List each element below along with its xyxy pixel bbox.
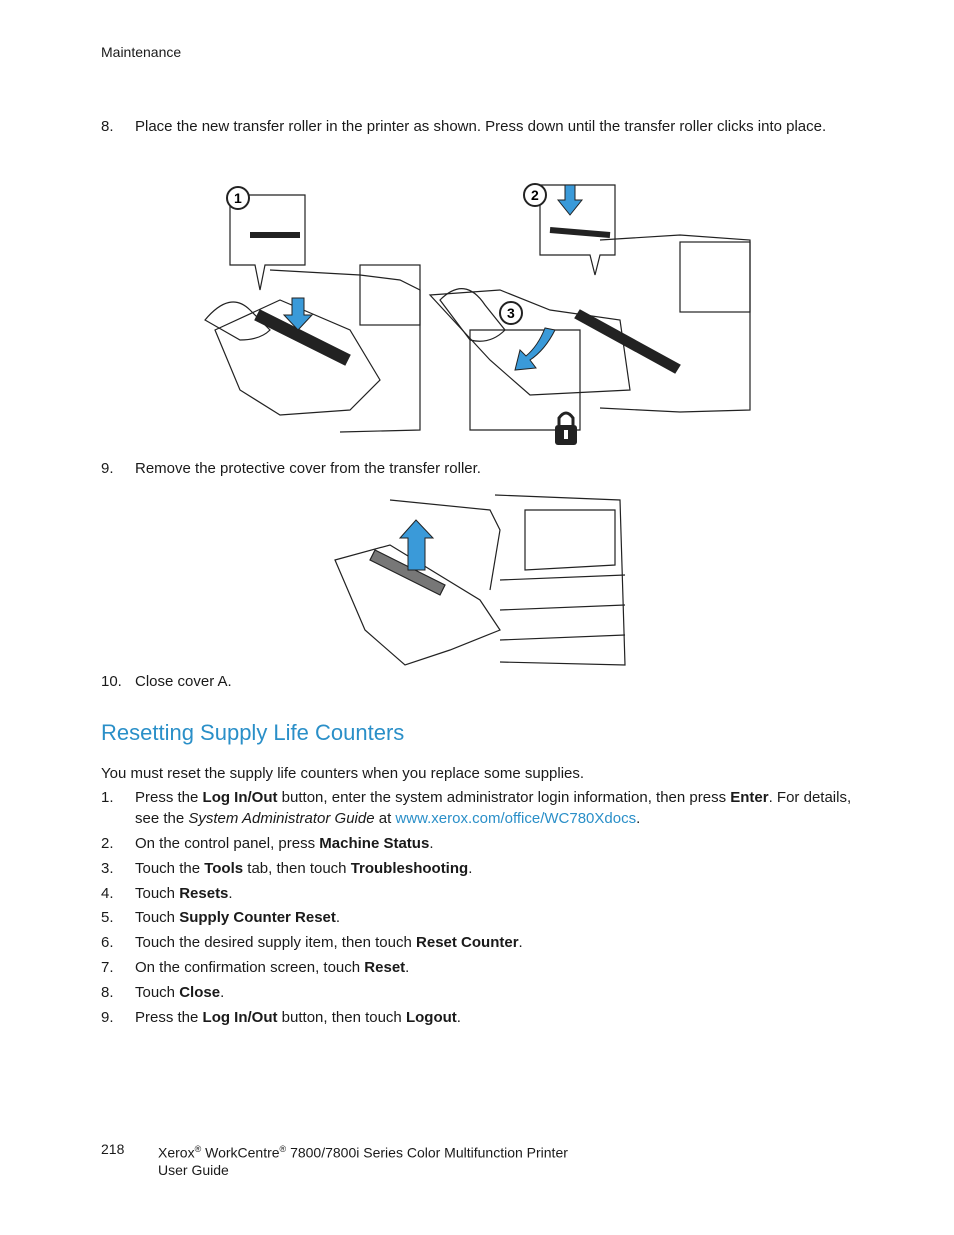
step-number: 2. [101, 835, 114, 852]
step-number: 3. [101, 860, 114, 877]
reset-step-2 [101, 833, 861, 854]
transfer-roller-right [575, 310, 680, 373]
step-number: 9. [101, 460, 114, 477]
step-number: 5. [101, 909, 114, 926]
section-heading: Resetting Supply Life Counters [101, 720, 405, 745]
footer-product-title: Xerox® WorkCentre® 7800/7800i Series Color Multifunction Printer User Guide [158, 1144, 568, 1178]
lock-icon [555, 413, 577, 445]
step-text: On the confirmation screen, touch Reset. [135, 959, 410, 976]
callout-number-1: 1 [234, 190, 242, 206]
step-number: 7. [101, 959, 114, 976]
step-text: On the control panel, press Machine Status. [135, 835, 434, 852]
figure-install-transfer-roller [200, 180, 755, 452]
reset-step-5 [101, 907, 861, 928]
section-intro: You must reset the supply life counters when you replace some supplies. [101, 765, 585, 782]
page-number: 218 [101, 1141, 125, 1157]
reset-step-1 [101, 787, 861, 829]
step-number: 8. [101, 118, 114, 135]
step-number: 8. [101, 984, 114, 1001]
step-text: Remove the protective cover from the transfer roller. [135, 460, 481, 477]
step-text: Close cover A. [135, 673, 232, 690]
reset-step-3 [101, 858, 861, 879]
arrow-down-icon [558, 185, 582, 215]
arrow-up-icon [400, 520, 433, 570]
step-text: Touch Supply Counter Reset. [135, 909, 341, 926]
step-number: 10. [101, 673, 122, 690]
step-number: 4. [101, 885, 114, 902]
step-text: Press the Log In/Out button, then touch Logout. [135, 1009, 461, 1026]
hand-right [440, 289, 505, 342]
footer-doc-name: User Guide [158, 1161, 229, 1178]
step-text: Press the Log In/Out button, enter the system administrator login information, then press Enter. For details, see the System Administrator Guide at www.xerox.com/office/WC780Xdocs. [135, 789, 852, 827]
step-10-close-cover [101, 671, 861, 692]
docs-link[interactable]: www.xerox.com/office/WC780Xdocs [395, 810, 637, 827]
reset-step-4 [101, 883, 861, 904]
reset-step-6 [101, 932, 861, 953]
step-8-replace [101, 116, 861, 137]
figure-remove-protective-cover [330, 490, 630, 670]
step-number: 9. [101, 1009, 114, 1026]
step-number: 1. [101, 789, 114, 806]
step-text: Touch the desired supply item, then touch Reset Counter. [135, 934, 523, 951]
printer-door-right [430, 290, 630, 395]
step-9-remove-cover [101, 458, 861, 479]
step-text: Touch Close. [135, 984, 225, 1001]
step-text: Place the new transfer roller in the printer as shown. Press down until the transfer roller clicks into place. [135, 118, 827, 135]
reset-step-8 [101, 982, 861, 1003]
step-text: Touch Resets. [135, 885, 233, 902]
reset-step-7 [101, 957, 861, 978]
reset-step-9 [101, 1007, 861, 1028]
running-header: Maintenance [101, 44, 182, 60]
step-number: 6. [101, 934, 114, 951]
callout-number-2: 2 [531, 187, 539, 203]
step-text: Touch the Tools tab, then touch Troubleshooting. [135, 860, 473, 877]
arrow-curve-icon [515, 328, 555, 370]
hand-left [205, 302, 270, 340]
callout-number-3: 3 [507, 305, 515, 321]
